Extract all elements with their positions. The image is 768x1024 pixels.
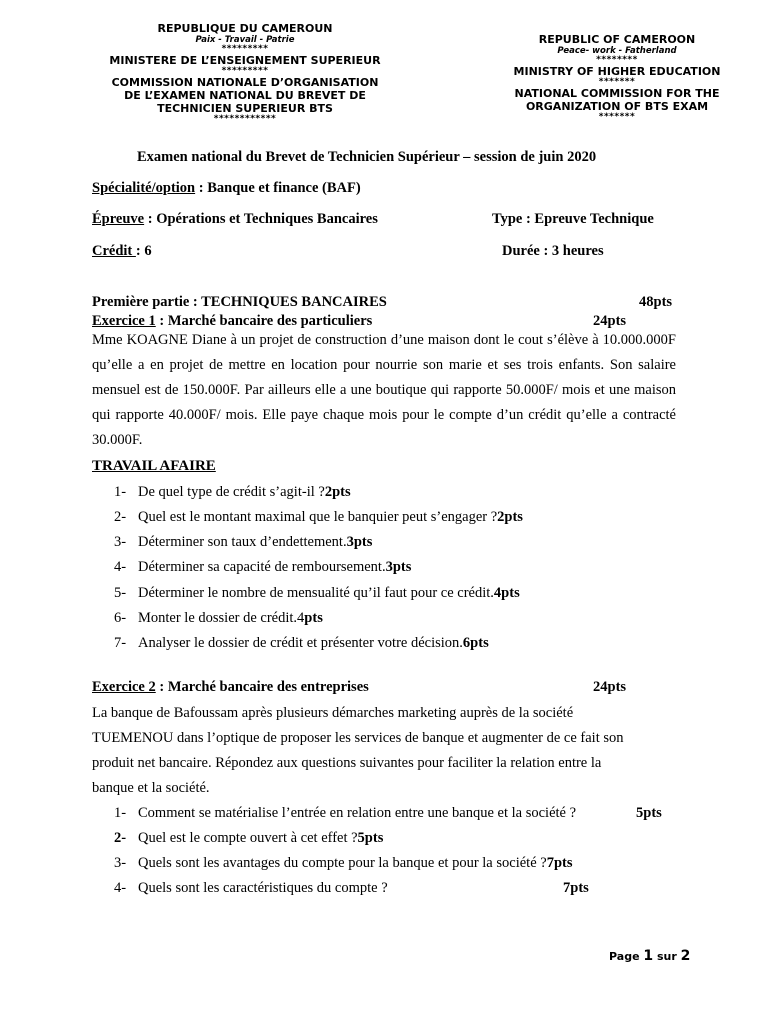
part1-points: 48pts <box>639 294 673 310</box>
ex2-heading <box>92 679 369 696</box>
header-left-separator: ********* <box>221 44 269 54</box>
header-left-commission: TECHNICIEN SUPERIEUR BTS <box>157 102 333 115</box>
ex2-text-line: banque et la société. <box>92 780 210 796</box>
header-left-ministry: MINISTERE DE L’ENSEIGNEMENT SUPERIEUR <box>109 54 381 67</box>
ex1-points: 24pts <box>593 313 627 329</box>
ex2-points: 24pts <box>593 679 627 695</box>
travail-heading: TRAVAIL AFAIRE <box>92 458 216 474</box>
header-right-motto: Peace- work - Fatherland <box>557 46 677 56</box>
list-item-points: 5pts <box>636 805 662 821</box>
header-right <box>472 33 762 122</box>
specialite-label: Spécialité/option <box>92 180 196 196</box>
header-right-commission: ORGANIZATION OF BTS EXAM <box>525 100 709 113</box>
ex2-label: Exercice 2 <box>92 679 156 695</box>
exam-title: Examen national du Brevet de Technicien Supérieur – session de juin 2020 <box>137 149 597 165</box>
header-left-commission: DE L’EXAMEN NATIONAL DU BREVET DE <box>124 89 366 102</box>
header-right-separator: ******* <box>598 112 636 122</box>
ex1-text: Mme KOAGNE Diane à un projet de construction d’une maison dont le cout s’élève à 10.000.000F qu’elle a en projet de mettre en location pour nourrie son marie et ses trois enfants. Son salaire mensuel est de 150.000F. Par ailleurs elle a une boutique qui rapporte 50.000F/ mois et une maison qui rapporte 40.000F/ mois. Elle paye chaque mois pour le compte d’un crédit qu’elle a contracté 30.000F. <box>92 332 676 448</box>
ex1-label: Exercice 1 <box>92 313 156 329</box>
epreuve-label: Épreuve <box>92 211 145 227</box>
epreuve-value: : Opérations et Techniques Bancaires <box>144 211 378 227</box>
ex2-text-line: TUEMENOU dans l’optique de proposer les services de banque et augmenter de ce fait son <box>92 730 624 746</box>
ex2-title: : Marché bancaire des entreprises <box>155 679 369 695</box>
list-item: 3- Quels sont les avantages du compte pour la banque et pour la société ?7pts <box>114 855 573 871</box>
sur-word: sur <box>656 950 677 963</box>
header-right-commission: NATIONAL COMMISSION FOR THE <box>514 87 720 100</box>
header-left <box>80 22 410 124</box>
list-item: 4- Déterminer sa capacité de remboursement.3pts <box>114 559 412 575</box>
ex2-text-line: La banque de Bafoussam après plusieurs démarches marketing auprès de la société <box>92 705 574 721</box>
header-right-country: REPUBLIC OF CAMEROON <box>538 33 696 46</box>
epreuve-line <box>92 211 378 228</box>
list-item: 4- Quels sont les caractéristiques du compte ? <box>114 880 388 896</box>
ex1-title: : Marché bancaire des particuliers <box>155 313 373 329</box>
list-item: 2- Quel est le montant maximal que le banquier peut s’engager ?2pts <box>114 509 523 525</box>
list-item-points: 7pts <box>563 880 589 896</box>
credit-label: Crédit <box>92 243 136 259</box>
header-left-separator: ************ <box>213 114 277 124</box>
epreuve-type: Type : Epreuve Technique <box>492 211 654 227</box>
page-footer <box>609 948 690 964</box>
page-word: Page <box>609 950 640 963</box>
header-right-separator: ******* <box>598 77 636 87</box>
list-item: 3- Déterminer son taux d’endettement.3pts <box>114 534 373 550</box>
header-right-ministry: MINISTRY OF HIGHER EDUCATION <box>513 65 721 78</box>
list-item: 1- Comment se matérialise l’entrée en relation entre une banque et la société ? <box>114 805 577 821</box>
header-left-motto: Paix - Travail - Patrie <box>195 35 295 45</box>
header-left-separator: ********* <box>221 66 269 76</box>
page-total: 2 <box>680 948 691 964</box>
specialite-value: : Banque et finance (BAF) <box>195 180 361 196</box>
credit-value: : 6 <box>135 243 152 259</box>
page-number: 1 <box>643 948 654 964</box>
part1-title: Première partie : TECHNIQUES BANCAIRES <box>92 294 387 310</box>
list-item: 7- Analyser le dossier de crédit et présenter votre décision.6pts <box>114 635 489 651</box>
duree: Durée : 3 heures <box>502 243 604 259</box>
ex2-text-line: produit net bancaire. Répondez aux questions suivantes pour faciliter la relation entre la <box>92 755 602 771</box>
specialite-line <box>92 180 361 197</box>
credit-line <box>92 243 152 260</box>
list-item: 2- Quel est le compte ouvert à cet effet ?5pts <box>114 830 384 846</box>
header-left-commission: COMMISSION NATIONALE D’ORGANISATION <box>111 76 379 89</box>
list-item: 5- Déterminer le nombre de mensualité qu’il faut pour ce crédit.4pts <box>114 585 520 601</box>
list-item: 1- De quel type de crédit s’agit-il ?2pts <box>114 484 351 500</box>
header-left-country: REPUBLIQUE DU CAMEROUN <box>157 22 333 35</box>
list-item: 6- Monter le dossier de crédit.4pts <box>114 610 323 626</box>
header-right-separator: ******** <box>596 55 638 65</box>
